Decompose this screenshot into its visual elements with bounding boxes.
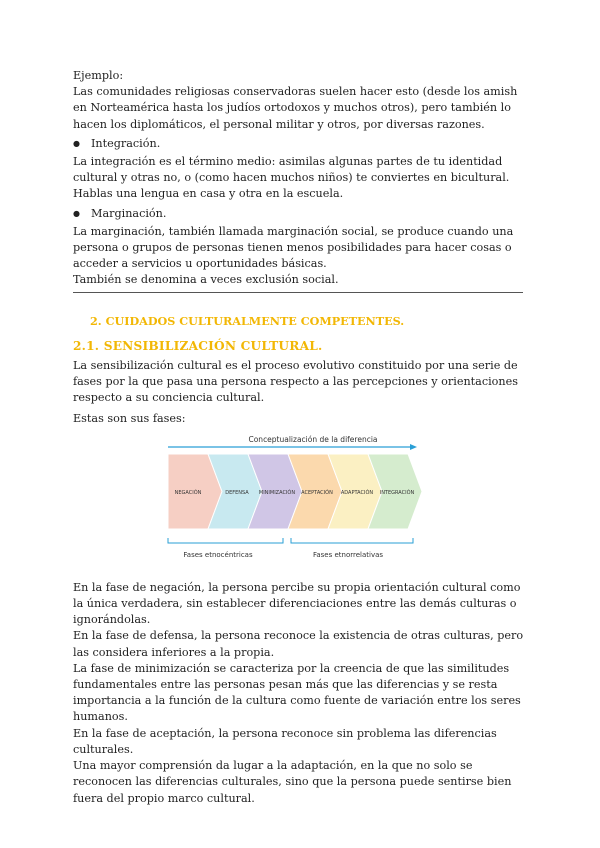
ethnorelative-bracket bbox=[291, 538, 413, 543]
diagram-brackets bbox=[168, 538, 413, 559]
phase-label-3: MINIMIZACIÓN bbox=[258, 489, 296, 496]
phases-diagram-svg bbox=[73, 430, 525, 580]
phase-label-4: ACEPTACIÓN bbox=[301, 489, 333, 496]
paragraph-marginacion-1: La marginación, también llamada marginación social, se produce cuando una persona o grupos de personas tienen menos posibilidades para hacer cosas o acceder a servicios u oportunidades básicas. bbox=[73, 224, 514, 271]
phases-diagram bbox=[73, 430, 525, 580]
diagram-top-arrow-head bbox=[410, 444, 417, 450]
phases-intro: Estas son sus fases: bbox=[73, 411, 186, 425]
phase-label-1: NEGACIÓN bbox=[174, 489, 202, 496]
paragraph-minimizacion: La fase de minimización se caracteriza por la creencia de que las similitudes fundamentales entre las personas pesan más que las diferencias y se resta importancia a la función de la cultura como fuente de variación entre los seres humanos. bbox=[73, 661, 521, 724]
heading-cuidados: 2. CUIDADOS CULTURALMENTE COMPETENTES. bbox=[90, 313, 405, 328]
ethnorelative-label: Fases etnorrelativas bbox=[312, 550, 384, 559]
paragraph-adaptacion: Una mayor comprensión da lugar a la adaptación, en la que no solo se reconocen las diferencias culturales, sino que la persona puede sentirse bien fuera del propio marco cultural. bbox=[73, 759, 512, 805]
diagram-chevrons bbox=[168, 454, 422, 529]
phase-label-5: ADAPTACIÓN bbox=[340, 489, 374, 496]
ethnocentric-label: Fases etnocéntricas bbox=[183, 550, 253, 559]
phase-label-6: INTEGRACIÓN bbox=[379, 489, 415, 496]
paragraph-negacion: En la fase de negación, la persona percibe su propia orientación cultural como la única verdadera, sin establecer diferenciaciones entre las demás culturas o ignorándolas. bbox=[73, 580, 521, 627]
paragraph-sensibilizacion: La sensibilización cultural es el proceso evolutivo constituido por una serie de fases por la que pasa una persona respecto a las percepciones y orientaciones respecto a su conciencia cultural. bbox=[73, 359, 518, 405]
paragraph-marginacion-2: También se denomina a veces exclusión social. bbox=[73, 273, 339, 287]
diagram-top-label: Conceptualización de la diferencia bbox=[248, 434, 378, 444]
heading-sensibilizacion: 2.1. SENSIBILIZACIÓN CULTURAL. bbox=[73, 338, 323, 353]
example-label: Ejemplo: bbox=[73, 69, 124, 82]
ethnocentric-bracket bbox=[168, 538, 283, 543]
document-page bbox=[73, 68, 525, 807]
paragraph-aceptacion: En la fase de aceptación, la persona reconoce sin problema las diferencias culturales. bbox=[73, 726, 497, 756]
bullet-marginacion: ● Marginación. bbox=[91, 206, 525, 222]
paragraph-defensa: En la fase de defensa, la persona reconoce la existencia de otras culturas, pero las considera inferiores a la propia. bbox=[73, 629, 524, 659]
paragraph-example: Las comunidades religiosas conservadoras suelen hacer esto (desde los amish en Norteamérica hasta los judíos ortodoxos y muchos otros), pero también lo hacen los diplomáticos, el personal militar y otros, por diversas razones. bbox=[73, 85, 518, 131]
horizontal-rule bbox=[73, 292, 523, 293]
bullet-integracion: ● Integración. bbox=[91, 136, 525, 152]
phase-label-2: DEFENSA bbox=[225, 489, 249, 496]
paragraph-integracion: La integración es el término medio: asimilas algunas partes de tu identidad cultural y otras no, o (como hacen muchos niños) te conviertes en bicultural. Hablas una lengua en casa y otra en la escuela. bbox=[73, 155, 510, 201]
